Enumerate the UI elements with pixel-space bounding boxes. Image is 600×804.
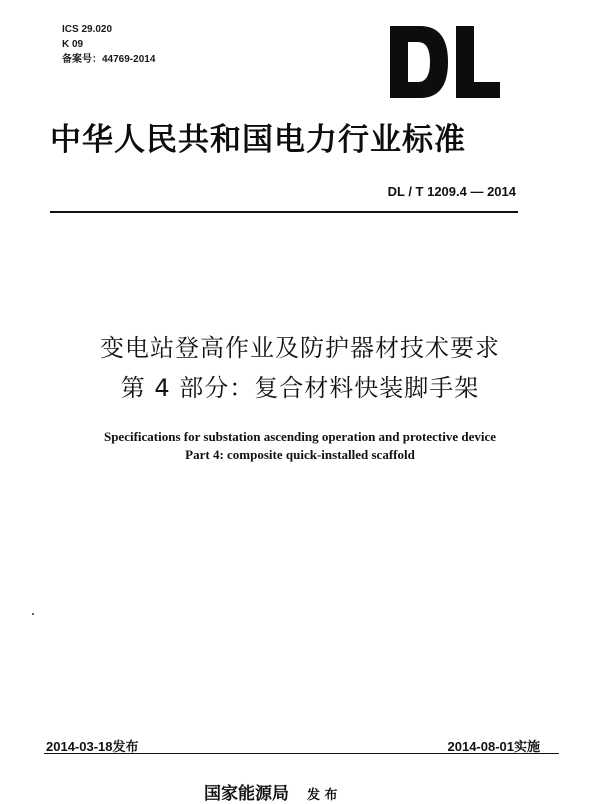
record-number: 备案号：44769-2014: [62, 54, 156, 65]
ics-code: ICS 29.020: [62, 24, 113, 35]
header-divider: [50, 211, 518, 213]
org-title: 中华人民共和国电力行业标准: [50, 122, 466, 158]
classification-block: [62, 22, 155, 67]
ccs-code: K 09: [62, 39, 84, 50]
standard-number: DL / T 1209.4 — 2014: [387, 184, 516, 199]
chinese-title-line-2: 第 4 部分：复合材料快装脚手架: [120, 374, 480, 402]
english-title-line-2: Part 4: composite quick-installed scaffold: [185, 447, 415, 462]
publisher-line: [204, 779, 338, 804]
implementation-date: 2014-08-01实施: [447, 739, 540, 754]
publisher-name: 国家能源局: [204, 784, 289, 804]
chinese-title-line-1: 变电站登高作业及防护器材技术要求: [100, 334, 500, 362]
speck-mark: [32, 613, 34, 615]
english-title-line-1: Specifications for substation ascending operation and protective device: [103, 429, 497, 444]
dl-logo-graphic: [386, 22, 502, 102]
publish-verb: 发 布: [307, 788, 338, 803]
issue-date: 2014-03-18发布: [46, 739, 139, 754]
dl-logo: [386, 22, 502, 102]
footer-divider: [44, 753, 559, 754]
